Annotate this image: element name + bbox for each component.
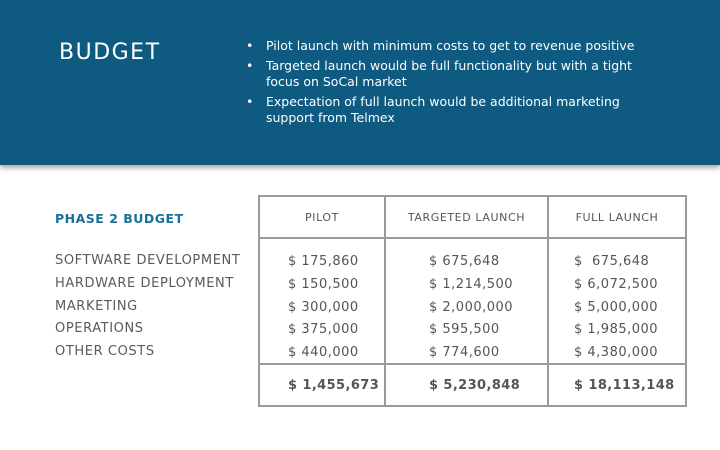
header-banner xyxy=(0,0,720,165)
bullet-item: • Expectation of full launch would be additional marketing support from Telmex xyxy=(246,94,646,126)
value-cell: $ 150,500 xyxy=(288,276,359,292)
value-cell: $ 375,000 xyxy=(288,322,359,338)
bullet-item: • Targeted launch would be full functionality but with a tight focus on SoCal market xyxy=(246,58,646,90)
table-row xyxy=(259,238,686,364)
total-full: $ 18,113,148 xyxy=(548,364,686,406)
row-label: OPERATIONS xyxy=(55,321,144,337)
budget-table xyxy=(258,195,687,407)
value-cell: $ 2,000,000 xyxy=(429,299,514,315)
value-cell: $ 1,214,500 xyxy=(429,276,514,292)
bullet-item: • Pilot launch with minimum costs to get to revenue positive xyxy=(246,38,646,54)
column-header-full: FULL LAUNCH xyxy=(548,196,686,238)
row-label: MARKETING xyxy=(55,298,138,314)
value-cell: $ 1,985,000 xyxy=(574,322,659,338)
row-labels xyxy=(55,252,240,366)
value-cell: $ 175,860 xyxy=(288,254,359,269)
total-targeted: $ 5,230,848 xyxy=(385,364,548,406)
row-label: OTHER COSTS xyxy=(55,344,155,360)
column-header-pilot: PILOT xyxy=(259,196,385,238)
row-label: HARDWARE DEPLOYMENT xyxy=(55,275,234,291)
pilot-values-cell xyxy=(259,238,385,364)
column-header-targeted: TARGETED LAUNCH xyxy=(385,196,548,238)
value-cell: $ 440,000 xyxy=(288,345,359,361)
value-cell: $ 595,500 xyxy=(429,322,500,338)
section-label: PHASE 2 BUDGET xyxy=(55,211,184,226)
value-cell: $ 6,072,500 xyxy=(574,276,659,292)
value-cell: $ 675,648 xyxy=(574,254,650,269)
value-cell: $ 4,380,000 xyxy=(574,345,659,361)
targeted-values-cell xyxy=(385,238,548,364)
total-pilot: $ 1,455,673 xyxy=(259,364,385,406)
page-title: BUDGET xyxy=(59,40,161,65)
value-cell: $ 300,000 xyxy=(288,299,359,315)
value-cell: $ 5,000,000 xyxy=(574,299,659,315)
value-cell: $ 675,648 xyxy=(429,254,500,269)
totals-row xyxy=(259,364,686,406)
row-label: SOFTWARE DEVELOPMENT xyxy=(55,253,241,268)
summary-bullets xyxy=(246,38,646,130)
full-values-cell xyxy=(548,238,686,364)
value-cell: $ 774,600 xyxy=(429,345,500,361)
